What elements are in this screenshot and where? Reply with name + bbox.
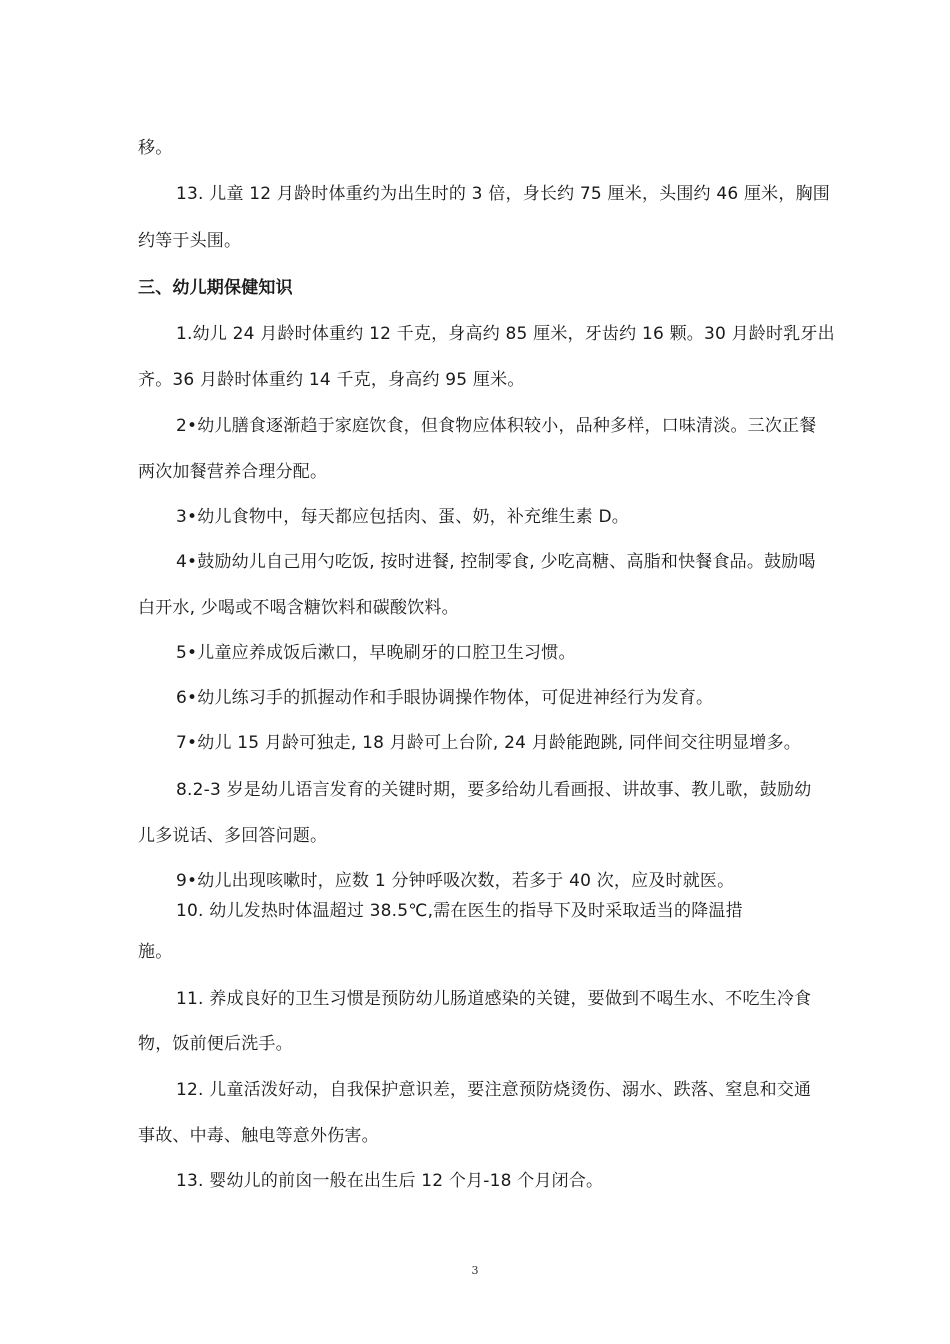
text-line: 10. 幼儿发热时体温超过 38.5℃,需在医生的指导下及时采取适当的降温措 [176,901,743,921]
text-line: 5•儿童应养成饭后漱口，早晚刷牙的口腔卫生习惯。 [176,643,576,663]
text-line: 事故、中毒、触电等意外伤害。 [138,1126,379,1146]
text-line: 移。 [138,138,173,158]
text-line: 8.2-3 岁是幼儿语言发育的关键时期，要多给幼儿看画报、讲故事、教儿歌，鼓励幼 [176,780,812,800]
text-line: 6•幼儿练习手的抓握动作和手眼协调操作物体，可促进神经行为发育。 [176,688,714,708]
text-line: 物，饭前便后洗手。 [138,1034,293,1054]
text-line: 1.幼儿 24 月龄时体重约 12 千克，身高约 85 厘米，牙齿约 16 颗。30 月龄时乳牙出 [176,324,835,344]
text-line: 9•幼儿出现咳嗽时，应数 1 分钟呼吸次数，若多于 40 次，应及时就医。 [176,871,735,891]
text-line: 约等于头围。 [138,231,242,251]
text-line: 施。 [138,942,173,962]
text-line: 两次加餐营养合理分配。 [138,462,328,482]
text-line: 7•幼儿 15 月龄可独走, 18 月龄可上台阶, 24 月龄能跑跳, 同伴间交往明显增多。 [176,733,801,753]
text-line: 4•鼓励幼儿自己用勺吃饭, 按时进餐, 控制零食, 少吃高糖、高脂和快餐食品。鼓励喝 [176,552,816,572]
page-number: 3 [471,1264,479,1277]
text-line: 儿多说话、多回答问题。 [138,826,328,846]
text-line: 2•幼儿膳食逐渐趋于家庭饮食，但食物应体积较小，品种多样，口味清淡。三次正餐 [176,416,817,436]
text-line: 白开水, 少喝或不喝含糖饮料和碳酸饮料。 [138,598,459,618]
text-line: 11. 养成良好的卫生习惯是预防幼儿肠道感染的关键，要做到不喝生水、不吃生冷食 [176,989,812,1009]
text-line: 13. 婴幼儿的前囟一般在出生后 12 个月-18 个月闭合。 [176,1171,604,1191]
section-heading: 三、幼儿期保健知识 [138,278,293,298]
text-line: 3•幼儿食物中，每天都应包括肉、蛋、奶，补充维生素 D。 [176,507,629,527]
text-line: 13. 儿童 12 月龄时体重约为出生时的 3 倍，身长约 75 厘米，头围约 46 厘米，胸围 [176,184,830,204]
text-line: 齐。36 月龄时体重约 14 千克，身高约 95 厘米。 [138,370,525,390]
text-line: 12. 儿童活泼好动，自我保护意识差，要注意预防烧烫伤、溺水、跌落、窒息和交通 [176,1080,812,1100]
